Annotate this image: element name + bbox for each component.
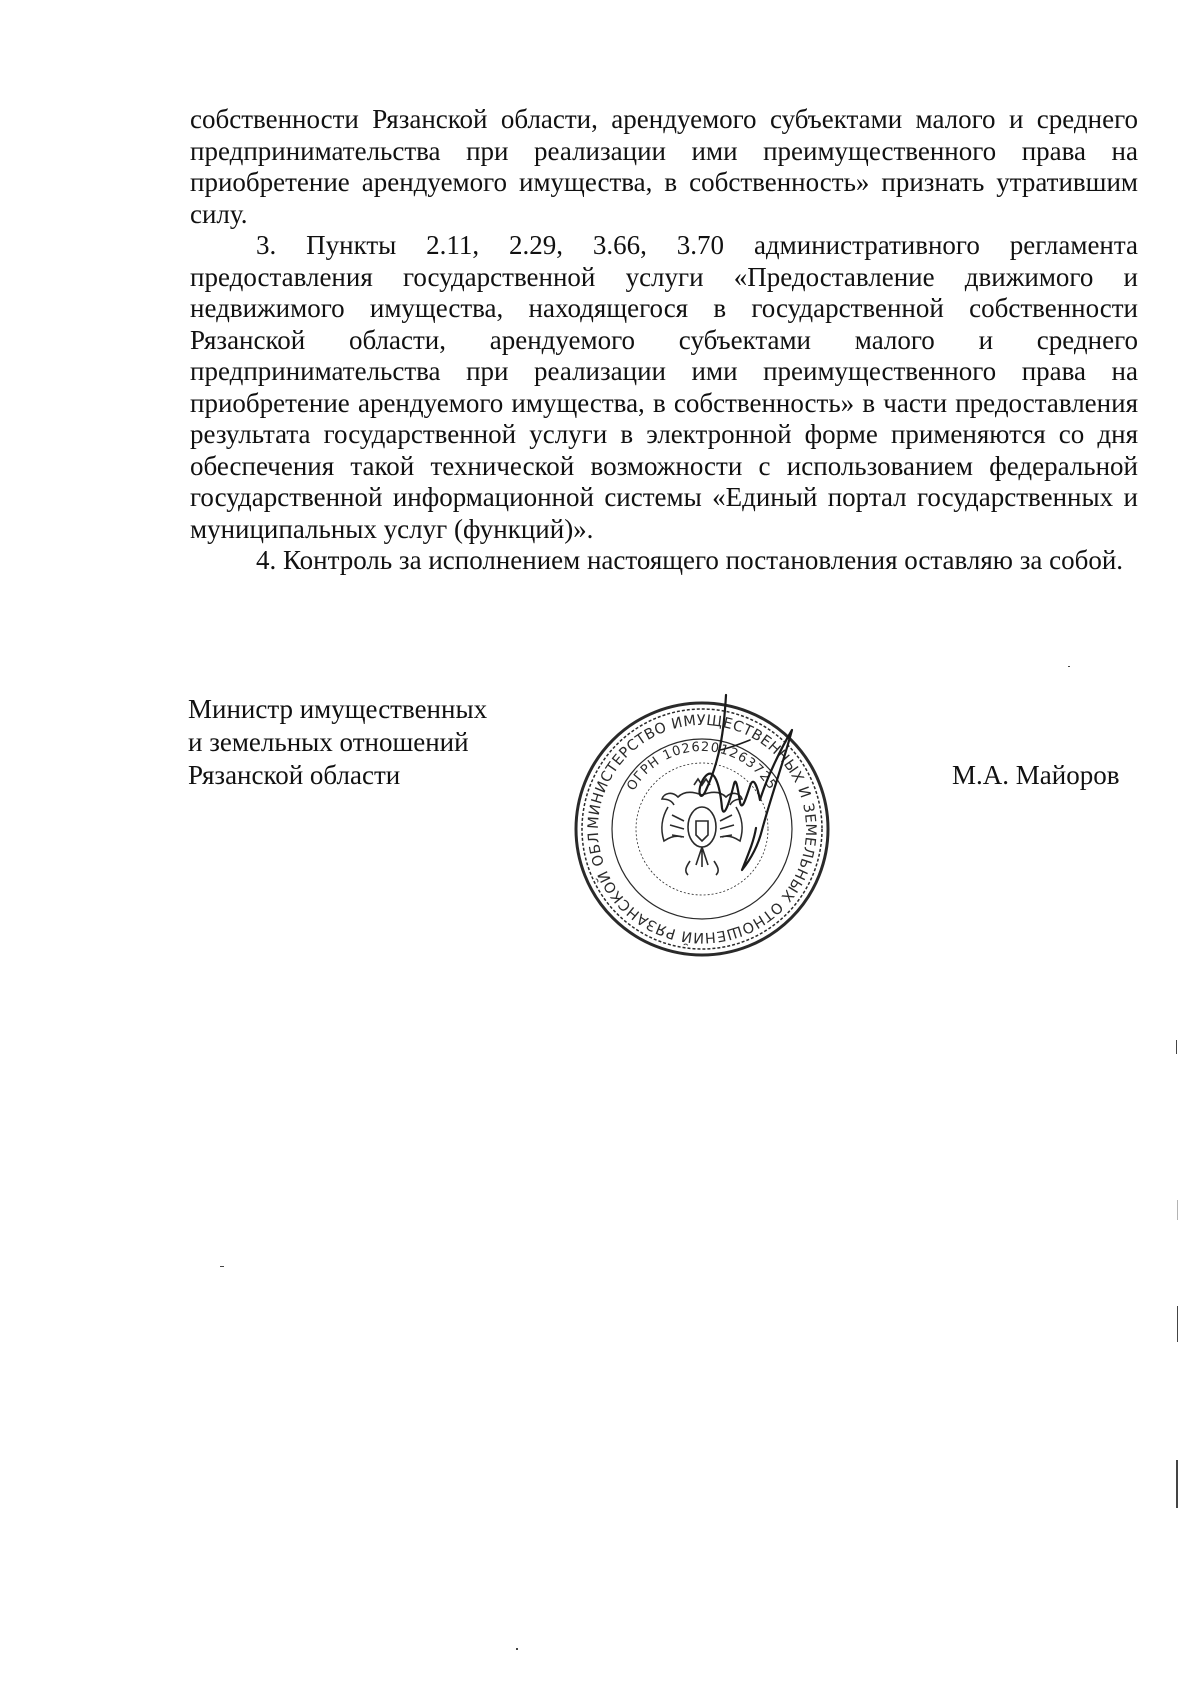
scan-speck bbox=[516, 1648, 518, 1650]
paragraph-item-3: 3. Пункты 2.11, 2.29, 3.66, 3.70 административного регламента предоставления государственной услуги «Предоставление движимого и недвижимого имущества, находящегося в государственной собственности Рязанской области, арендуемого субъектами малого и среднего предпринимательства при реализации ими преимущественного права на приобретение арендуемого имущества, в собственность» в части предоставления результата государственной услуги в электронной форме применяются со дня обеспечения такой технической возможности с использованием федеральной государственной информационной системы «Единый портал государственных и муниципальных услуг (функций)». bbox=[190, 230, 1138, 544]
signer-position bbox=[188, 693, 487, 792]
signer-position-line-2: и земельных отношений bbox=[188, 727, 469, 757]
scan-speck bbox=[1176, 1040, 1177, 1054]
signer-position-line-3: Рязанской области bbox=[188, 760, 401, 790]
scan-speck bbox=[220, 1266, 224, 1267]
signer-name: М.А. Майоров bbox=[952, 760, 1120, 790]
document-body bbox=[190, 104, 1138, 577]
scan-speck bbox=[1068, 666, 1070, 667]
paragraph-item-4: 4. Контроль за исполнением настоящего постановления оставляю за собой. bbox=[256, 545, 1124, 575]
signer-position-line-1: Министр имущественных bbox=[188, 694, 488, 724]
seal-outer-text: МИНИСТЕРСТВО ИМУЩЕСТВЕННЫХ И ЗЕМЕЛЬНЫХ ОТНОШЕНИЙ РЯЗАНСКОЙ ОБЛ bbox=[585, 712, 819, 946]
scan-speck bbox=[1177, 1306, 1178, 1342]
signature-graphic bbox=[680, 690, 840, 930]
seal-inner-text: ОГРН 1026201263725 bbox=[624, 739, 780, 794]
scan-speck bbox=[1177, 1200, 1178, 1220]
handwritten-signature bbox=[680, 690, 840, 930]
scan-speck bbox=[1176, 1460, 1178, 1508]
paragraph-continuation: собственности Рязанской области, арендуемого субъектами малого и среднего предпринимательства при реализации ими преимущественного права на приобретение арендуемого имущества, в собственность» признать утратившим силу. bbox=[190, 104, 1138, 229]
